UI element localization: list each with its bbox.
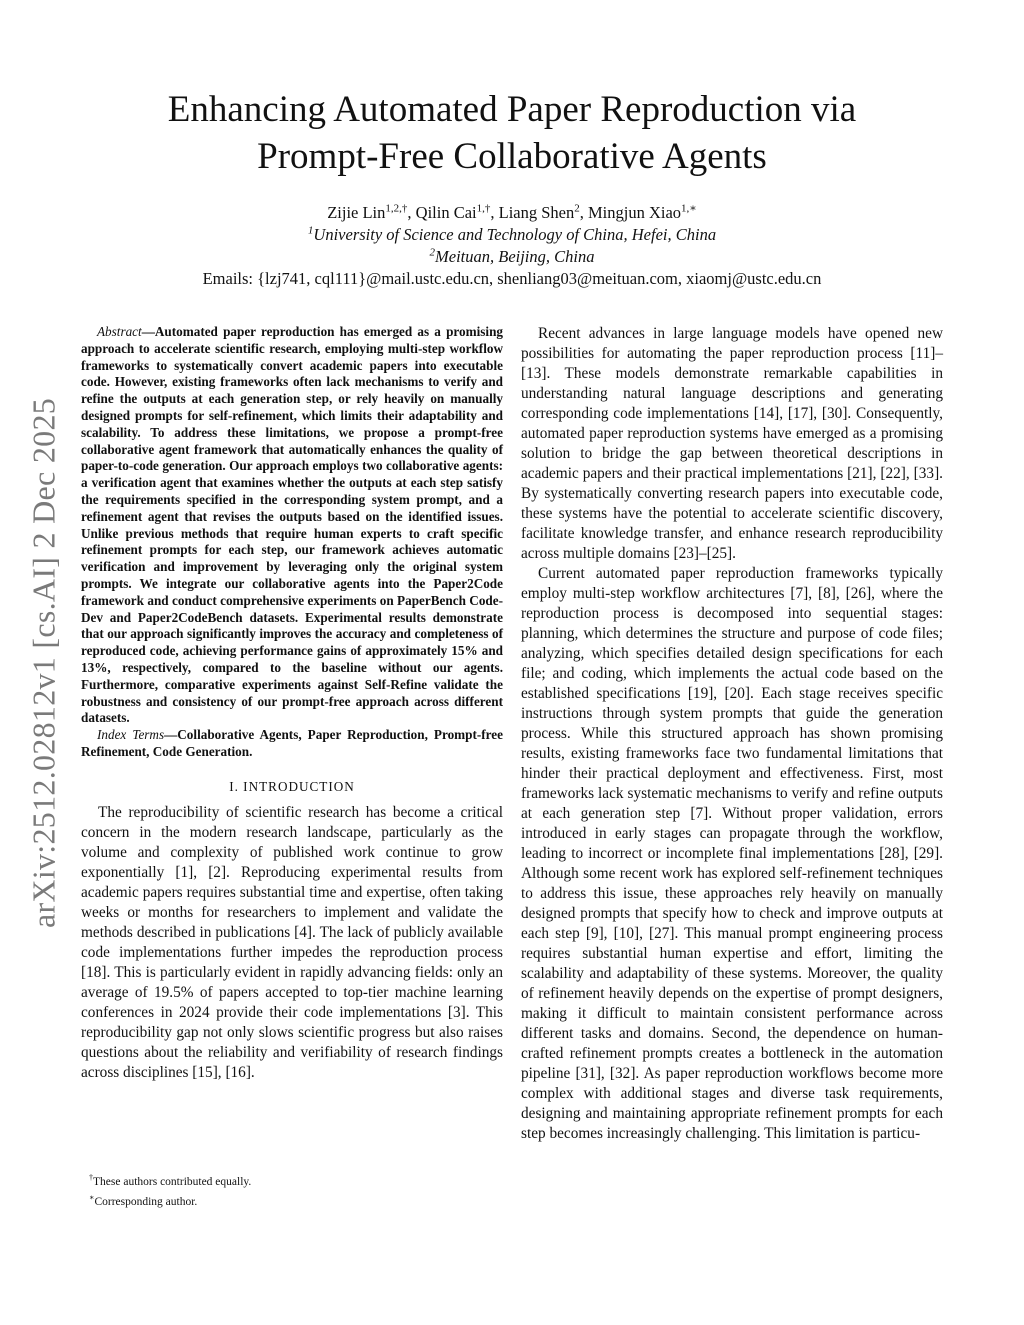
author-name: Mingjun Xiao: [588, 203, 682, 222]
author-affiliation-marker: 1,†: [476, 202, 491, 215]
body-paragraph: Current automated paper reproduction frameworks typically employ multi-step workflow architectures [7], [8], [26], where the reproduction process is decomposed into sequential stages: planning, which determines the structure and purpose of code files; analyzing, which specifies detailed design specifications for each file; and coding, which implements the actual code based on the established specifications [19], [20]. Each stage receives specific instructions through system prompts that guide the generation process. While this structured approach has shown promising results, existing frameworks face two fundamental limitations that hinder their practical deployment and effectiveness. First, most frameworks lack systematic mechanisms to verify and refine outputs at each generation step [7]. Without proper validation, errors introduced in early stages can propagate through the workflow, leading to incorrect or incomplete final implementations [28], [29]. Although some recent work has explored self-refinement techniques to address this issue, these approaches rely heavily on manually designed prompts that specify how to check and improve outputs at each step [9], [10], [27]. This manual prompt engineering process requires substantial human expertise and effort, limiting the scalability and adaptability of these systems. Moreover, the quality of refinement heavily depends on the expertise of prompt designers, making it difficult to maintain consistent performance across different tasks and domains. Second, the dependence on human-crafted refinement prompts creates a bottleneck in the automation pipeline [31], [32]. As paper reproduction workflows become more complex with additional stages and diverse task requirements, designing and maintaining appropriate refinement prompts for each step becomes increasingly challenging. This limitation is particu-: [521, 565, 943, 1142]
author-name: Qilin Cai: [415, 203, 477, 222]
affiliation-text: University of Science and Technology of China, Hefei, China: [313, 225, 717, 244]
index-terms-text: —Collaborative Agents, Paper Reproduction, Prompt-free Refinement, Code Generation.: [81, 727, 503, 759]
paper-title-line-1: Enhancing Automated Paper Reproduction via: [167, 89, 857, 130]
footnote-text: These authors contributed equally.: [93, 1175, 252, 1188]
affiliation-marker: 2: [429, 246, 435, 259]
left-column: [81, 324, 503, 1083]
affiliation-2: [80, 246, 944, 268]
index-terms: [81, 727, 503, 761]
footnote-marker: †: [89, 1173, 93, 1182]
paper-title: [80, 86, 944, 180]
footnotes: [81, 1170, 503, 1210]
affiliation-1: [80, 224, 944, 246]
footnote-text: Corresponding author.: [94, 1195, 198, 1208]
abstract: [81, 324, 503, 727]
section-heading: I. INTRODUCTION: [229, 778, 355, 794]
author-block: [80, 202, 944, 290]
author-affiliation-marker: 1,2,†: [385, 202, 408, 215]
footnote: [81, 1190, 503, 1210]
footnote: [81, 1170, 503, 1190]
author-emails: Emails: {lzj741, cql111}@mail.ustc.edu.cn, shenliang03@meituan.com, xiaomj@ustc.edu.cn: [202, 269, 822, 288]
body-paragraph: The reproducibility of scientific research has become a critical concern in the modern research landscape, particularly as the volume and complexity of published work continue to grow exponentially [1], [2]. Reproducing experimental results from academic papers requires substantial time and expertise, often taking weeks or months for researchers to implement and validate the methods described in publications [4]. The lack of publicly available code implementations further impedes the reproduction process [18]. This is particularly evident in rapidly advancing fields: only an average of 19.5% of papers accepted to top-tier machine learning conferences in 2024 provide their code implementations [3]. This reproducibility gap not only slows scientific progress but also raises questions about the reliability and verifiability of research findings across disciplines [15], [16].: [81, 803, 503, 1081]
affiliation-marker: 1: [307, 224, 314, 237]
paper-title-line-2: Prompt-Free Collaborative Agents: [257, 136, 767, 177]
author-names: Zijie Lin$^{1,2,\dagger}$, Qilin Cai$^{1,\dagger}$, Liang Shen$^2$, Mingjun Xiao$^{1,∗}$: [327, 202, 697, 222]
affiliation-text: Meituan, Beijing, China: [435, 247, 595, 266]
index-terms-label: Index Terms: [97, 727, 165, 743]
abstract-label: Abstract: [97, 324, 142, 339]
author-affiliation-marker: 2: [574, 202, 580, 215]
footnote-marker: ∗: [89, 1192, 95, 1202]
author-name: Zijie Lin: [327, 203, 386, 222]
body-paragraph: Recent advances in large language models have opened new possibilities for automating the paper reproduction process [11]–[13]. These models demonstrate remarkable capabilities in understanding natural language descriptions and generating corresponding code implementations [14], [17], [30]. Consequently, automated paper reproduction systems have emerged as a promising solution to bridge the gap between theoretical descriptions in academic papers and their practical implementations [21], [22], [33]. By systematically converting research papers into executable code, these systems have the potential to accelerate scientific discovery, facilitate knowledge transfer, and enhance research reproducibility across multiple domains [23]–[25].: [521, 325, 943, 562]
right-column: [521, 324, 943, 1144]
abstract-text: —Automated paper reproduction has emerged as a promising approach to accelerate scientific research, employing multi-step workflow frameworks to systematically convert academic papers into executable code. However, existing frameworks often lack mechanisms to verify and refine the outputs at each generation step, or rely heavily on manually designed prompts for self-refinement, which limits their adaptability and scalability. To address these limitations, we propose a prompt-free collaborative agent framework that automatically enhances the quality of paper-to-code generation. Our approach employs two collaborative agents: a verification agent that examines whether the outputs at each step satisfy the requirements specified in the corresponding system prompt, and a refinement agent that revises the outputs based on the identified issues. Unlike previous methods that require human experts to craft specific refinement prompts for each step, our framework achieves automatic verification and improvement by leveraging only the original system prompts. We integrate our collaborative agents into the Paper2Code framework and conduct comprehensive experiments on PaperBench Code-Dev and Paper2CodeBench datasets. Experimental results demonstrate that our approach significantly improves the accuracy and completeness of reproduced code, achieving performance gains of approximately 15% and 13%, respectively, compared to the baseline without our agents. Furthermore, comparative experiments against Self-Refine validate the robustness and consistency of our prompt-free approach across different datasets.: [81, 324, 503, 726]
author-name: Liang Shen: [498, 203, 575, 222]
author-affiliation-marker: 1,∗: [681, 202, 697, 215]
arxiv-identifier-text: arXiv:2512.02812v1 [cs.AI] 2 Dec 2025: [25, 397, 62, 929]
